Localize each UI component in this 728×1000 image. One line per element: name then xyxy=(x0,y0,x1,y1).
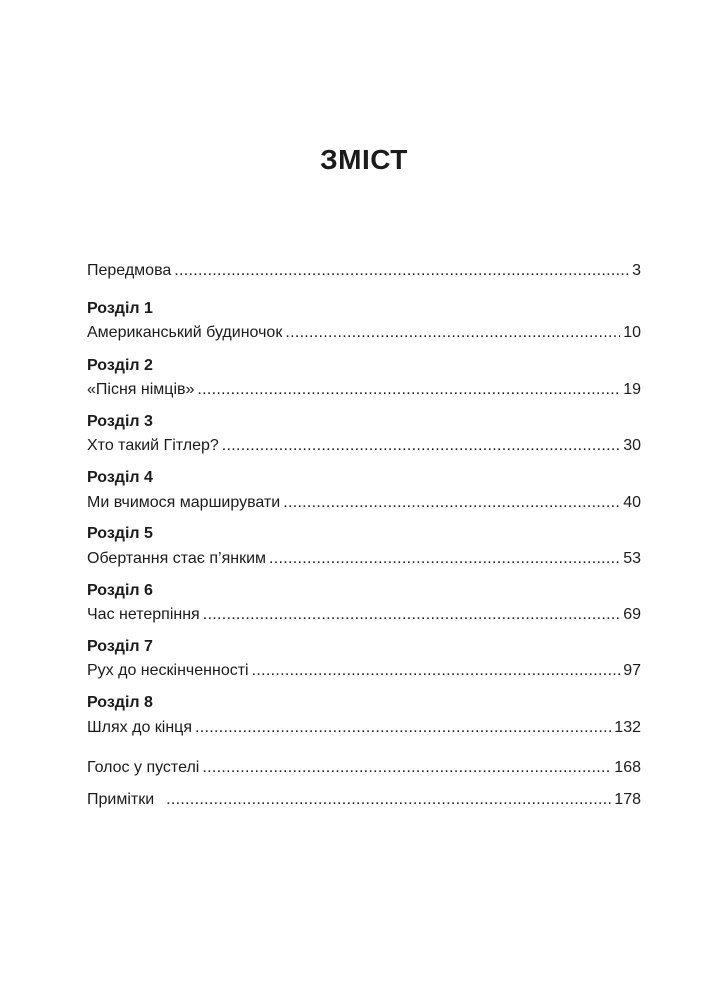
toc-entry-title: Ми вчимося марширувати xyxy=(87,494,281,511)
toc-entry-chapter-3[interactable] xyxy=(87,436,641,456)
toc-entry-chapter-6[interactable] xyxy=(87,605,641,625)
toc-entry-title: Обертання стає п’янким xyxy=(87,550,267,567)
toc-page-number: 10 xyxy=(623,324,641,341)
toc-page-number: 168 xyxy=(614,759,641,776)
toc-entry-title: «Пісня німців» xyxy=(87,381,195,398)
toc-entry-title: Шлях до кінця xyxy=(87,719,193,736)
toc-entry-chapter-4[interactable] xyxy=(87,493,641,513)
toc-entry-title: Американський будиночок xyxy=(87,324,283,341)
chapter-heading: Розділ 2 xyxy=(87,357,153,374)
chapter-heading: Розділ 1 xyxy=(87,300,153,317)
chapter-heading: Розділ 5 xyxy=(87,525,153,542)
chapter-heading: Розділ 8 xyxy=(87,694,153,711)
dot-leader xyxy=(197,380,620,400)
toc-entry-title: Хто такий Гітлер? xyxy=(87,437,219,454)
toc-entry-chapter-2[interactable] xyxy=(87,380,641,400)
dot-leader xyxy=(222,436,620,456)
toc-entry-preface[interactable] xyxy=(87,261,641,281)
toc-entry-chapter-5[interactable] xyxy=(87,549,641,569)
page-title: ЗМІСТ xyxy=(320,144,408,175)
toc-entry-title: Примітки xyxy=(87,791,155,808)
dot-leader xyxy=(285,323,620,343)
toc-page-number: 132 xyxy=(614,719,641,736)
toc-page-number: 40 xyxy=(623,494,641,511)
toc-page-number: 3 xyxy=(632,262,641,279)
toc-entry-epilogue[interactable] xyxy=(87,758,641,778)
dot-leader xyxy=(202,758,611,778)
chapter-heading: Розділ 4 xyxy=(87,469,153,486)
dot-leader xyxy=(252,661,621,681)
dot-leader xyxy=(283,493,620,513)
toc-entry-chapter-1[interactable] xyxy=(87,323,641,343)
dot-leader xyxy=(166,790,611,810)
dot-leader xyxy=(203,605,620,625)
toc-page-number: 30 xyxy=(623,437,641,454)
toc-page-number: 178 xyxy=(614,791,641,808)
toc-entry-notes[interactable] xyxy=(87,790,641,810)
toc-entry-title: Передмова xyxy=(87,262,172,279)
toc-page-number: 97 xyxy=(623,662,641,679)
toc-entry-title: Голос у пустелі xyxy=(87,759,200,776)
dot-leader xyxy=(195,718,611,738)
toc-page-number: 19 xyxy=(623,381,641,398)
toc-page-number: 69 xyxy=(623,606,641,623)
toc-entry-title: Час нетерпіння xyxy=(87,606,200,623)
toc-page-number: 53 xyxy=(623,550,641,567)
toc-entry-chapter-7[interactable] xyxy=(87,661,641,681)
chapter-heading: Розділ 7 xyxy=(87,638,153,655)
dot-leader xyxy=(174,261,629,281)
chapter-heading: Розділ 3 xyxy=(87,413,153,430)
chapter-heading: Розділ 6 xyxy=(87,582,153,599)
toc-entry-chapter-8[interactable] xyxy=(87,718,641,738)
dot-leader xyxy=(269,549,620,569)
toc-entry-title: Рух до нескінченності xyxy=(87,662,249,679)
